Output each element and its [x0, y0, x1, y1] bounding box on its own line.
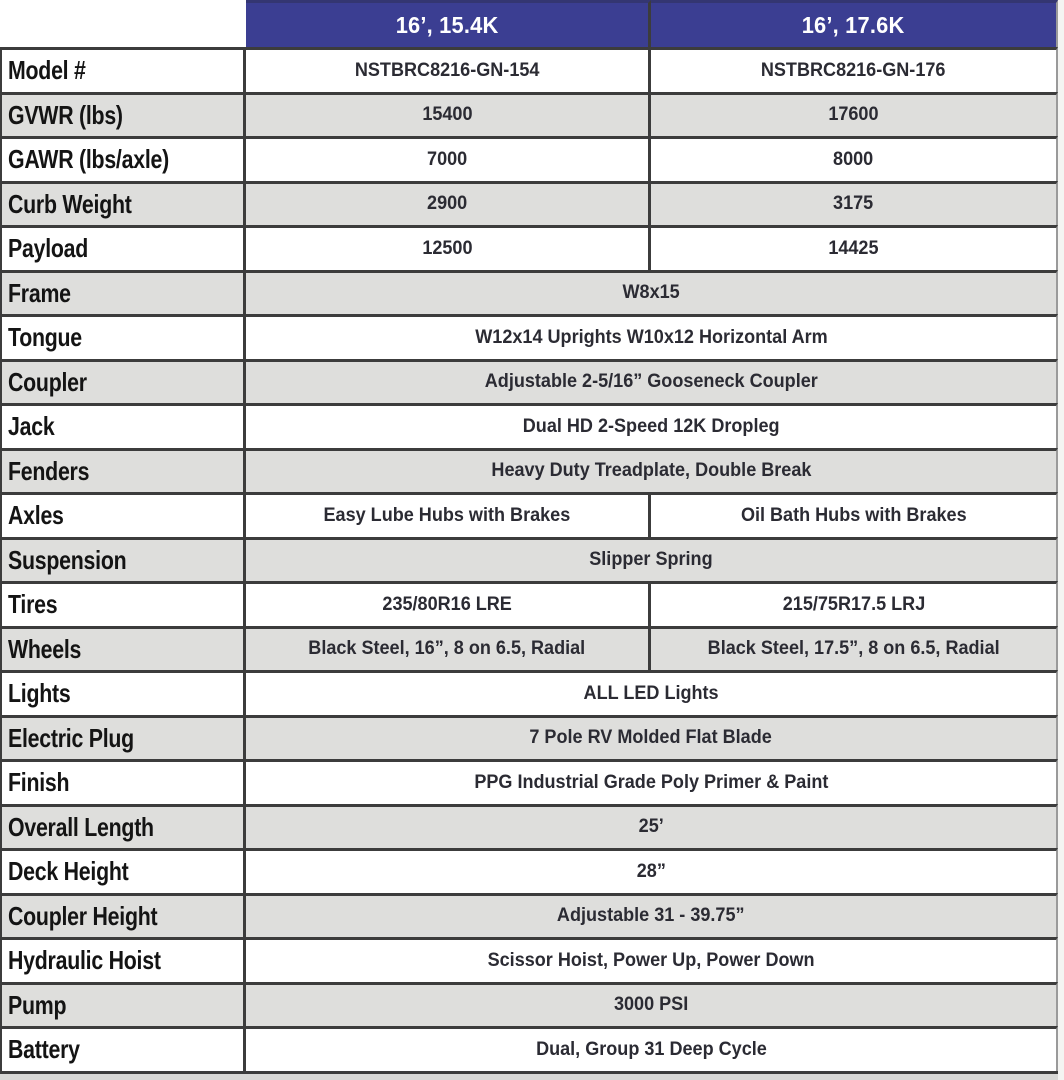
row-value: Black Steel, 17.5”, 8 on 6.5, Radial [707, 638, 1000, 660]
row-label: Coupler [2, 362, 246, 404]
row-value-span: W12x14 Uprights W10x12 Horizontal Arm [474, 326, 828, 348]
column-header-label: 16’, 15.4K [395, 11, 499, 38]
row-value-span: 28” [636, 860, 666, 882]
table-bottom-edge [0, 1071, 1058, 1080]
row-label: Suspension [2, 540, 246, 582]
table-row-fenders [0, 448, 1058, 493]
row-label: GAWR (lbs/axle) [2, 139, 246, 181]
row-label: Model # [2, 50, 246, 92]
row-value: Easy Lube Hubs with Brakes [246, 495, 651, 537]
row-value-span: Adjustable 31 - 39.75” [557, 905, 745, 927]
row-value: NSTBRC8216-GN-154 [246, 50, 651, 92]
row-label: Wheels [2, 629, 246, 671]
row-value: 17600 [828, 104, 879, 126]
row-value: 8000 [833, 148, 874, 170]
row-value-span: 7 Pole RV Molded Flat Blade [529, 727, 773, 749]
row-label: Axles [2, 495, 246, 537]
header-row [0, 0, 1058, 47]
table-row-tongue [0, 314, 1058, 359]
row-value-span: ALL LED Lights [583, 682, 719, 704]
row-value: NSTBRC8216-GN-176 [761, 59, 946, 81]
row-value-span: Dual, Group 31 Deep Cycle [535, 1038, 767, 1060]
corner-cell [0, 0, 246, 47]
table-row-lights [0, 670, 1058, 715]
table-row-gvwr [0, 92, 1058, 137]
row-value-span: 25’ [638, 816, 664, 838]
table-row-jack [0, 403, 1058, 448]
row-label: Tires [2, 584, 246, 626]
row-value-span: W8x15 [622, 282, 680, 304]
table-row-coupler [0, 359, 1058, 404]
row-label: Hydraulic Hoist [2, 940, 246, 982]
table-row-frame [0, 270, 1058, 315]
table-row-finish [0, 759, 1058, 804]
row-label: Finish [2, 762, 246, 804]
row-label: Lights [2, 673, 246, 715]
row-label: Overall Length [2, 807, 246, 849]
row-value-span: PPG Industrial Grade Poly Primer & Paint [473, 771, 829, 793]
table-row-axles [0, 492, 1058, 537]
row-label: Frame [2, 273, 246, 315]
row-value: 3175 [833, 193, 874, 215]
row-value: Black Steel, 16”, 8 on 6.5, Radial [246, 629, 651, 671]
table-row-tires [0, 581, 1058, 626]
row-label: Tongue [2, 317, 246, 359]
row-value-span: 3000 PSI [613, 994, 689, 1016]
row-value: 215/75R17.5 LRJ [782, 593, 925, 615]
row-label: Payload [2, 228, 246, 270]
row-label: GVWR (lbs) [2, 95, 246, 137]
row-value-span: Adjustable 2-5/16” Gooseneck Coupler [484, 371, 818, 393]
row-value: 15400 [246, 95, 651, 137]
row-value-span: Slipper Spring [589, 549, 713, 571]
row-label: Pump [2, 985, 246, 1027]
row-label: Battery [2, 1029, 246, 1071]
table-row-battery [0, 1026, 1058, 1071]
table-row-payload [0, 225, 1058, 270]
table-row-deck-height [0, 848, 1058, 893]
row-label: Jack [2, 406, 246, 448]
row-label: Curb Weight [2, 184, 246, 226]
row-value: 7000 [246, 139, 651, 181]
row-value: 235/80R16 LRE [246, 584, 651, 626]
row-label: Electric Plug [2, 718, 246, 760]
table-row-model [0, 47, 1058, 92]
table-row-electric-plug [0, 715, 1058, 760]
row-value: Oil Bath Hubs with Brakes [740, 504, 967, 526]
row-label: Coupler Height [2, 896, 246, 938]
table-row-curb-weight [0, 181, 1058, 226]
row-value-span: Dual HD 2-Speed 12K Dropleg [522, 415, 780, 437]
table-row-pump [0, 982, 1058, 1027]
row-value: 2900 [246, 184, 651, 226]
row-value-span: Scissor Hoist, Power Up, Power Down [487, 949, 815, 971]
table-row-gawr [0, 136, 1058, 181]
row-label: Fenders [2, 451, 246, 493]
row-value: 14425 [828, 237, 879, 259]
table-row-wheels [0, 626, 1058, 671]
row-value: 12500 [246, 228, 651, 270]
row-value-span: Heavy Duty Treadplate, Double Break [490, 460, 812, 482]
column-header-1 [246, 0, 651, 47]
column-header-label: 16’, 17.6K [802, 11, 905, 38]
table-row-suspension [0, 537, 1058, 582]
table-row-hydraulic-hoist [0, 937, 1058, 982]
row-label: Deck Height [2, 851, 246, 893]
table-row-coupler-height [0, 893, 1058, 938]
table-row-overall-length [0, 804, 1058, 849]
column-header-2 [651, 0, 1058, 47]
